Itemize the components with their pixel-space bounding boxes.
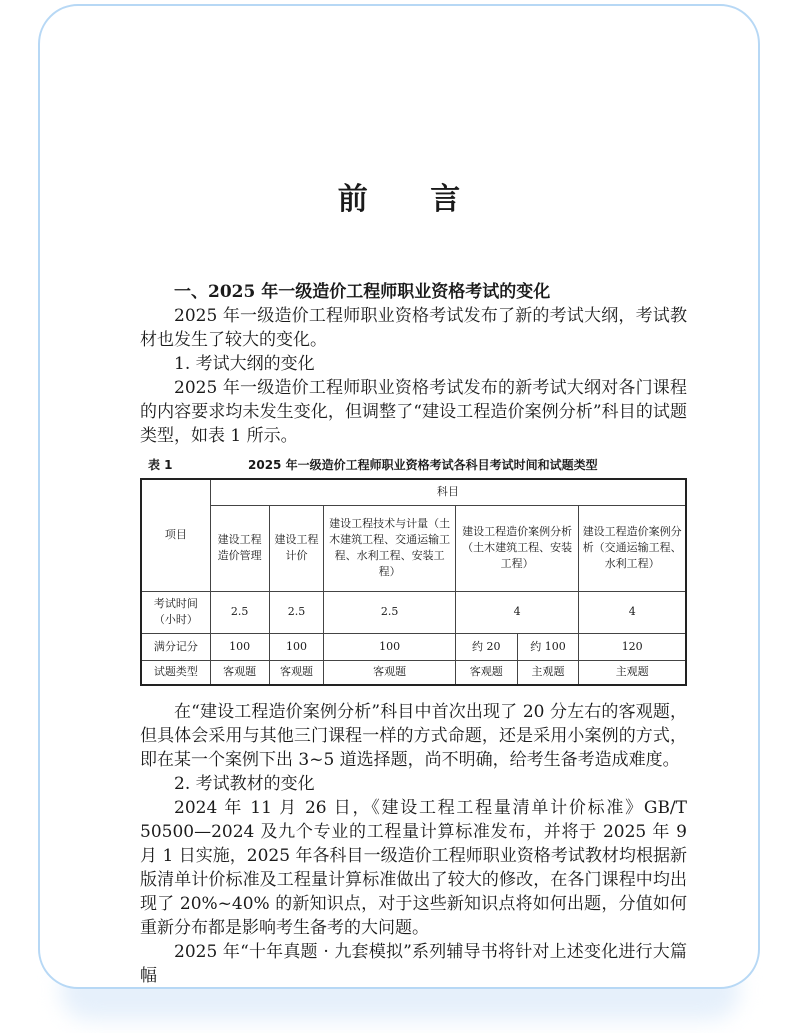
table-cell: 2.5 <box>269 591 324 633</box>
table-cell: 100 <box>269 633 324 660</box>
exam-table <box>140 478 687 686</box>
table-caption <box>140 458 687 472</box>
row-label: 考试时间（小时） <box>141 591 210 633</box>
table-cell: 4 <box>455 591 579 633</box>
table-cell: 客观题 <box>210 660 269 685</box>
subject-cell: 建设工程计价 <box>269 505 324 591</box>
subject-cell: 建设工程造价管理 <box>210 505 269 591</box>
table-cell: 客观题 <box>455 660 517 685</box>
document-body <box>140 280 687 988</box>
subject-cell: 建设工程造价案例分析（交通运输工程、水利工程） <box>579 505 686 591</box>
table-cell: 2.5 <box>210 591 269 633</box>
paragraph: 在“建设工程造价案例分析”科目中首次出现了 20 分左右的客观题，但具体会采用与其他三门课程一样的方式命题，还是采用小案例的方式，即在某一个案例下出 3~5 道选择题，尚不明确，给考生备考造成难度。 <box>140 702 687 770</box>
paragraph: 2024 年 11 月 26 日，《建设工程工程量清单计价标准》GB/T 50500—2024 及九个专业的工程量计算标准发布，并将于 2025 年 9 月 1 日实施，2025 年各科目一级造价工程师职业资格考试教材均根据新版清单计价标准及工程量计算标准做出了较大的修改，在各门课程中均出现了 20%~40% 的新知识点，对于这些新知识点将如何出题，分值如何重新分布都是影响考生备考的大问题。 <box>140 798 687 938</box>
paragraph: 2025 年一级造价工程师职业资格考试发布的新考试大纲对各门课程的内容要求均未发生变化，但调整了“建设工程造价案例分析”科目的试题类型，如表 1 所示。 <box>140 378 687 446</box>
paragraph: 2025 年一级造价工程师职业资格考试发布了新的考试大纲，考试教材也发生了较大的变化。 <box>140 306 687 350</box>
table-number: 表 1 <box>148 458 173 472</box>
table-cell: 100 <box>324 633 455 660</box>
row-label: 试题类型 <box>141 660 210 685</box>
subject-header: 科目 <box>210 479 686 505</box>
row-label: 满分记分 <box>141 633 210 660</box>
table-cell: 客观题 <box>324 660 455 685</box>
page-title: 前 言 <box>337 182 487 217</box>
table-cell: 主观题 <box>579 660 686 685</box>
table-cell: 客观题 <box>269 660 324 685</box>
table-cell: 约 100 <box>517 633 579 660</box>
paragraph: 2025 年“十年真题 · 九套模拟”系列辅导书将针对上述变化进行大篇幅 <box>140 942 687 986</box>
table-cell: 主观题 <box>517 660 579 685</box>
table-cell: 4 <box>579 591 686 633</box>
page-card <box>38 4 760 989</box>
item-header: 项目 <box>141 479 210 591</box>
section-heading: 一、2025 年一级造价工程师职业资格考试的变化 <box>174 282 551 302</box>
table-cell: 100 <box>210 633 269 660</box>
table-cell: 2.5 <box>324 591 455 633</box>
subheading: 1. 考试大纲的变化 <box>174 354 315 374</box>
subject-cell: 建设工程技术与计量（土木建筑工程、交通运输工程、水利工程、安装工程） <box>324 505 455 591</box>
subheading: 2. 考试教材的变化 <box>174 774 315 794</box>
table-cell: 120 <box>579 633 686 660</box>
subject-cell: 建设工程造价案例分析（土木建筑工程、安装工程） <box>455 505 579 591</box>
table-cell: 约 20 <box>455 633 517 660</box>
table-title: 2025 年一级造价工程师职业资格考试各科目考试时间和试题类型 <box>248 458 598 472</box>
